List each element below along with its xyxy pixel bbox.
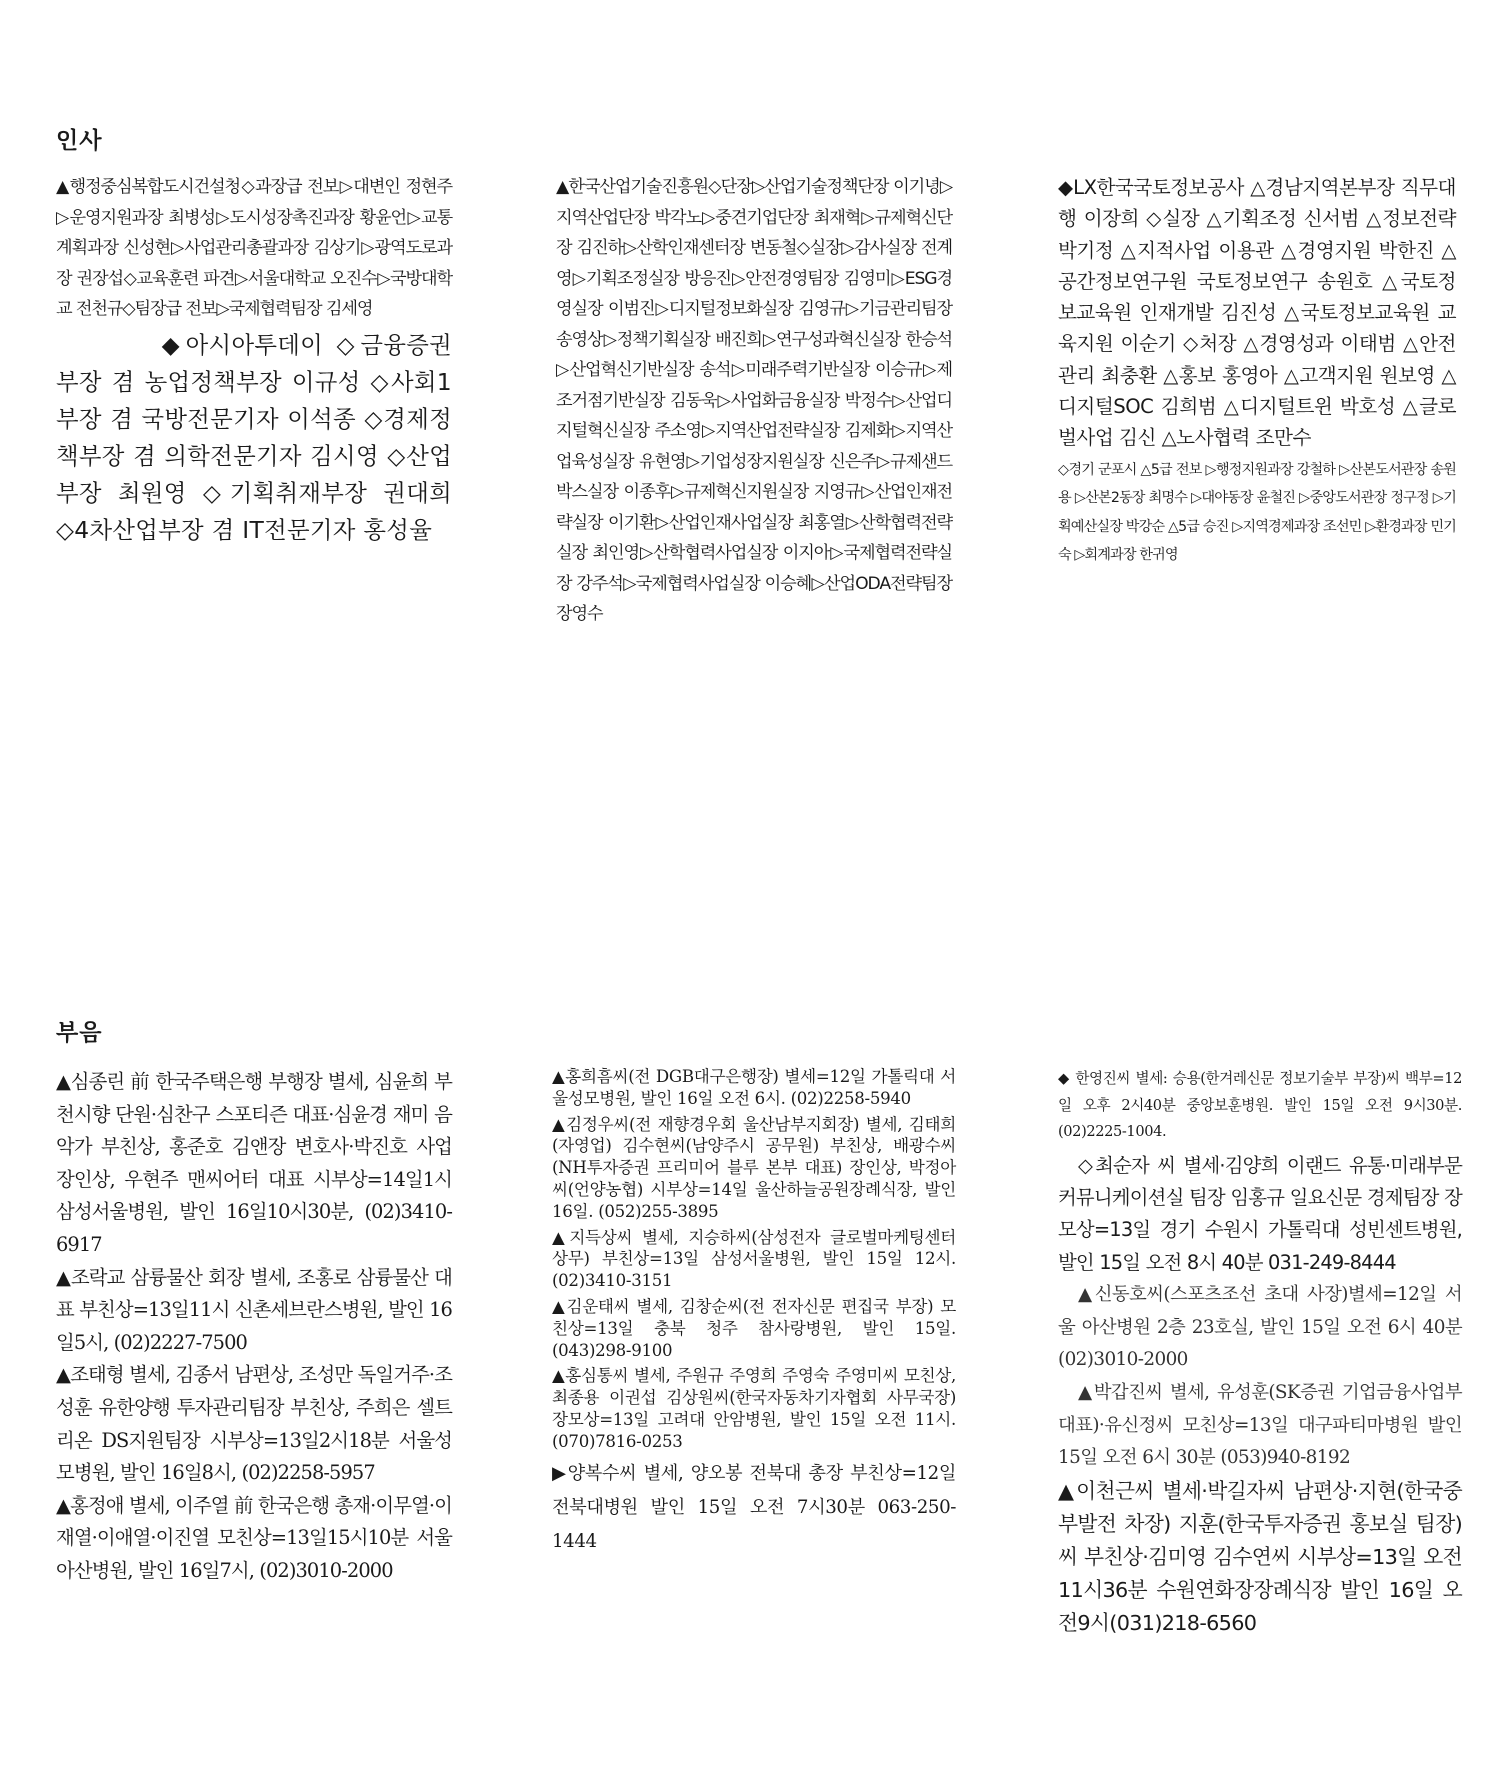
obituary-column-2 [552,1066,956,1559]
obituary-entry: ▲이천근씨 별세·박길자씨 남편상·지현(한국중부발전 차장) 지훈(한국투자증권 홍보실 팀장)씨 부친상·김미영 김수연씨 시부상=13일 오전11시36분 수원연화장장례식장 발인 16일 오전9시(031)218-6560 [1058,1478,1462,1635]
section-title-bueum: 부음 [56,1020,103,1046]
obituary-entry: ▶양복수씨 별세, 양오봉 전북대 총장 부친상=12일 전북대병원 발인 15일 오전 7시30분 063-250-1444 [552,1462,956,1552]
obituary-entry: ▲심종린 前 한국주택은행 부행장 별세, 심윤희 부천시향 단원·심찬구 스포티즌 대표·심윤경 재미 음악가 부친상, 홍준호 김앤장 변호사·박진호 사업 장인상, 우현주 맨씨어터 대표 시부상=14일1시 삼성서울병원, 발인 16일10시30분, (02)3410-6917 [56,1070,452,1256]
obituary-entry: ▲홍정애 별세, 이주열 前 한국은행 총재·이무열·이재열·이애열·이진열 모친상=13일15시10분 서울아산병원, 발인 16일7시, (02)3010-2000 [56,1493,452,1582]
section-title-insa: 인사 [56,128,103,154]
obituary-column-1 [56,1066,452,1588]
obituary-column-3 [1058,1066,1462,1640]
insa-entry-lx: ◆LX한국국토정보공사 △경남지역본부장 직무대행 이장희 ◇실장 △기획조정 신서범 △정보전략 박기정 △지적사업 이용관 △경영지원 박한진 △공간정보연구원 국토정보연구 송원호 △국토정보교육원 인재개발 김진성 △국토정보교육원 교육지원 이순기 ◇처장 △경영성과 이태범 △안전관리 최충환 △홍보 홍영아 △고객지원 원보영 △디지털SOC 김희범 △디지털트윈 박호성 △글로벌사업 김신 △노사협력 조만수 [1058,176,1456,450]
obituary-entry: ▲김정우씨(전 재향경우회 울산남부지회장) 별세, 김태희(자영업) 김수현씨(남양주시 공무원) 부친상, 배광수씨(NH투자증권 프리미어 블루 본부 대표) 장인상, 박정아씨(언양농협) 시부상=14일 울산하늘공원장례식장, 발인 16일. (052)255-3895 [552,1114,956,1221]
obituary-entry: ◇최순자 씨 별세·김양희 이랜드 유통·미래부문 커뮤니케이션실 팀장 임홍규 일요신문 경제팀장 장모상=13일 경기 수원시 가톨릭대 성빈센트병원, 발인 15일 오전 8시 40분 031-249-8444 [1058,1153,1462,1274]
obituary-entry: ▲조태형 별세, 김종서 남편상, 조성만 독일거주·조성훈 유한양행 투자관리팀장 부친상, 주희은 셀트리온 DS지원팀장 시부상=13일2시18분 서울성모병원, 발인 16일8시, (02)2258-5957 [56,1363,452,1485]
insa-entry-kiat: ▲한국산업기술진흥원◇단장▷산업기술정책단장 이기녕▷지역산업단장 박각노▷중견기업단장 최재혁▷규제혁신단장 김진하▷산학인재센터장 변동철◇실장▷감사실장 전계영▷기획조정실장 방응진▷안전경영팀장 김영미▷ESG경영실장 이범진▷디지털정보화실장 김영규▷기금관리팀장 송영상▷정책기획실장 배진희▷연구성과혁신실장 한승석▷산업혁신기반실장 송석▷미래주력기반실장 이승규▷제조거점기반실장 김동욱▷사업화금융실장 박정수▷산업디지털혁신실장 주소영▷지역산업전략실장 김제화▷지역산업육성실장 유현영▷기업성장지원실장 신은주▷규제샌드박스실장 이종후▷규제혁신지원실장 지영규▷산업인재전략실장 이기환▷산업인재사업실장 최홍열▷산학협력전략실장 최인영▷산학협력사업실장 이지아▷국제협력전략실장 강주석▷국제협력사업실장 이승혜▷산업ODA전략팀장 장영수 [556,177,952,624]
insa-entry-asiatoday-text: ◆아시아투데이 ◇금융증권부장 겸 농업정책부장 이규성 ◇사회1부장 겸 국방전문기자 이석종 ◇경제정책부장 겸 의학전문기자 김시영 ◇산업부장 최원영 ◇기획취재부장 권대희 ◇4차산업부장 겸 IT전문기자 홍성율 [56,330,452,544]
insa-column-3 [1058,172,1456,570]
obituary-entry: ▲신동호씨(스포츠조선 초대 사장)별세=12일 서울 아산병원 2층 23호실, 발인 15일 오전 6시 40분 (02)3010-2000 [1058,1284,1462,1371]
insa-entry-haengbok: ▲행정중심복합도시건설청◇과장급 전보▷대변인 정현주▷운영지원과장 최병성▷도시성장촉진과장 황윤언▷교통계획과장 신성현▷사업관리총괄과장 김상기▷광역도로과장 권장섭◇교육훈련 파견▷서울대학교 오진수▷국방대학교 전천규◇팀장급 전보▷국제협력팀장 김세영 [56,177,452,319]
insa-column-2 [556,172,952,630]
insa-entry-asiatoday [56,327,452,549]
obituary-entry: ▲홍희흠씨(전 DGB대구은행장) 별세=12일 가톨릭대 서울성모병원, 발인 16일 오전 6시. (02)2258-5940 [552,1067,956,1108]
obituary-entry: ▲김운태씨 별세, 김창순씨(전 전자신문 편집국 부장) 모친상=13일 충북 청주 참사랑병원, 발인 15일. (043)298-9100 [552,1296,956,1360]
obituary-entry: ▲박갑진씨 별세, 유성훈(SK증권 기업금융사업부 대표)·유신정씨 모친상=13일 대구파티마병원 발인 15일 오전 6시 30분 (053)940-8192 [1058,1381,1462,1469]
insa-column-1 [56,172,452,549]
obituary-entry: ▲지득상씨 별세, 지승하씨(삼성전자 글로벌마케팅센터 상무) 부친상=13일 삼성서울병원, 발인 15일 12시. (02)3410-3151 [552,1227,956,1291]
insa-entry-gunpo: ◇경기 군포시 △5급 전보 ▷행정지원과장 강철하 ▷산본도서관장 송원용 ▷산본2동장 최명수 ▷대야동장 윤철진 ▷중앙도서관장 정구정 ▷기획예산실장 박강순 △5급 승진 ▷지역경제과장 조선민 ▷환경과장 민기숙 ▷회계과장 한귀영 [1058,461,1456,564]
obituary-entry: ▲조락교 삼륭물산 회장 별세, 조홍로 삼륭물산 대표 부친상=13일11시 신촌세브란스병원, 발인 16일5시, (02)2227-7500 [56,1265,452,1354]
obituary-entry: ◆ 한영진씨 별세: 승용(한겨레신문 정보기술부 부장)씨 백부=12일 오후 2시40분 중앙보훈병원. 발인 15일 오전 9시30분. (02)2225-1004. [1058,1070,1462,1140]
obituary-entry: ▲홍심통씨 별세, 주원규 주영희 주영숙 주영미씨 모친상, 최종용 이권섭 김상원씨(한국자동차기자협회 사무국장) 장모상=13일 고려대 안암병원, 발인 15일 오전 11시. (070)7816-0253 [552,1366,956,1451]
